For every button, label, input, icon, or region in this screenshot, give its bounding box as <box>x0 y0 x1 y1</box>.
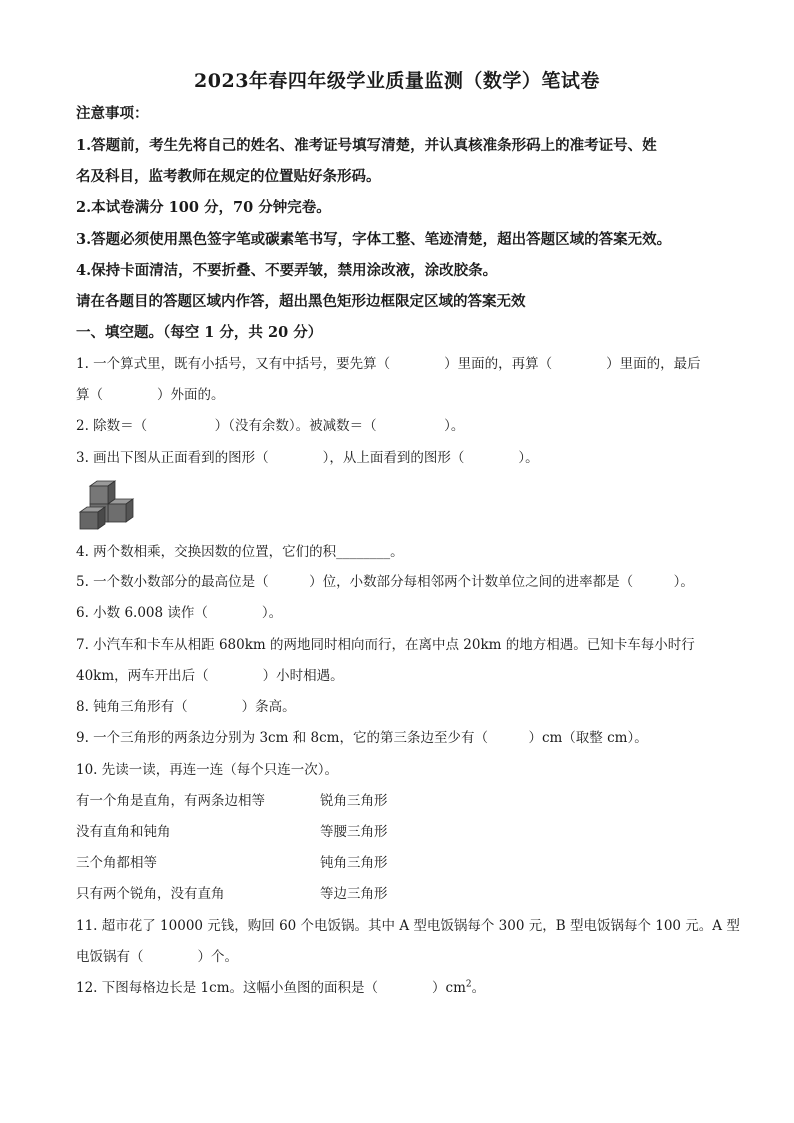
question-11a: 11. 超市花了 10000 元钱，购回 60 个电饭锅。其中 A 型电饭锅每个 300 元，B 型电饭锅每个 100 元。A 型 <box>76 918 740 934</box>
question-1b: 算（ ）外面的。 <box>76 387 225 403</box>
note-1a: 1.答题前，考生先将自己的姓名、准考证号填写清楚，并认真核准条形码上的准考证号、姓 <box>76 137 657 154</box>
note-3: 3.答题必须使用黑色签字笔或碳素笔书写，字体工整、笔迹清楚，超出答题区域的答案无效。 <box>76 231 672 248</box>
cube-bottom-right <box>108 499 133 522</box>
question-10: 10. 先读一读，再连一连（每个只连一次）。 <box>76 762 339 778</box>
question-6: 6. 小数 6.008 读作（ ）。 <box>76 605 283 621</box>
question-12 <box>76 978 485 998</box>
question-1a: 1. 一个算式里，既有小括号，又有中括号，要先算（ ）里面的，再算（ ）里面的，最后 <box>76 356 701 372</box>
note-1b: 名及科目，监考教师在规定的位置贴好条形码。 <box>76 168 381 185</box>
match-right-3: 钝角三角形 <box>320 855 388 871</box>
square-unit-superscript: 2 <box>465 979 472 990</box>
match-left-2: 没有直角和钝角 <box>76 824 171 840</box>
cube-front-left <box>80 507 105 529</box>
section-heading: 一、填空题。（每空 1 分，共 20 分） <box>76 324 323 341</box>
question-9: 9. 一个三角形的两条边分别为 3cm 和 8cm，它的第三条边至少有（ ）cm（取整 cm）。 <box>76 730 648 746</box>
note-4: 4.保持卡面清洁，不要折叠、不要弄皱，禁用涂改液，涂改胶条。 <box>76 262 498 279</box>
note-5: 请在各题目的答题区域内作答，超出黑色矩形边框限定区域的答案无效 <box>76 293 526 310</box>
page-title: 2023年春四年级学业质量监测（数学）笔试卷 <box>194 70 600 92</box>
question-11b: 电饭锅有（ ）个。 <box>76 949 238 965</box>
cube-top <box>90 481 115 504</box>
note-2: 2.本试卷满分 100 分，70 分钟完卷。 <box>76 199 331 216</box>
match-right-1: 锐角三角形 <box>320 793 388 809</box>
match-right-2: 等腰三角形 <box>320 824 388 840</box>
notes-heading: 注意事项： <box>76 105 149 122</box>
question-8: 8. 钝角三角形有（ ）条高。 <box>76 699 296 715</box>
question-3: 3. 画出下图从正面看到的图形（ ），从上面看到的图形（ ）。 <box>76 450 539 466</box>
question-12-text: 12. 下图每格边长是 1cm。这幅小鱼图的面积是（ ）cm <box>76 980 466 996</box>
question-5: 5. 一个数小数部分的最高位是（ ）位，小数部分每相邻两个计数单位之间的进率都是（ ）。 <box>76 574 694 590</box>
match-left-4: 只有两个锐角，没有直角 <box>76 886 225 902</box>
question-12-end: 。 <box>471 980 486 996</box>
question-7b: 40km，两车开出后（ ）小时相遇。 <box>76 668 344 684</box>
question-4: 4. 两个数相乘，交换因数的位置，它们的积________。 <box>76 544 404 560</box>
question-7a: 7. 小汽车和卡车从相距 680km 的两地同时相向而行，在离中点 20km 的地方相遇。已知卡车每小时行 <box>76 637 695 653</box>
match-left-3: 三个角都相等 <box>76 855 157 871</box>
question-2: 2. 除数＝（ ）（没有余数）。被减数＝（ ）。 <box>76 418 465 434</box>
match-left-1: 有一个角是直角，有两条边相等 <box>76 793 265 809</box>
cube-stack-figure <box>78 480 140 530</box>
match-right-4: 等边三角形 <box>320 886 388 902</box>
